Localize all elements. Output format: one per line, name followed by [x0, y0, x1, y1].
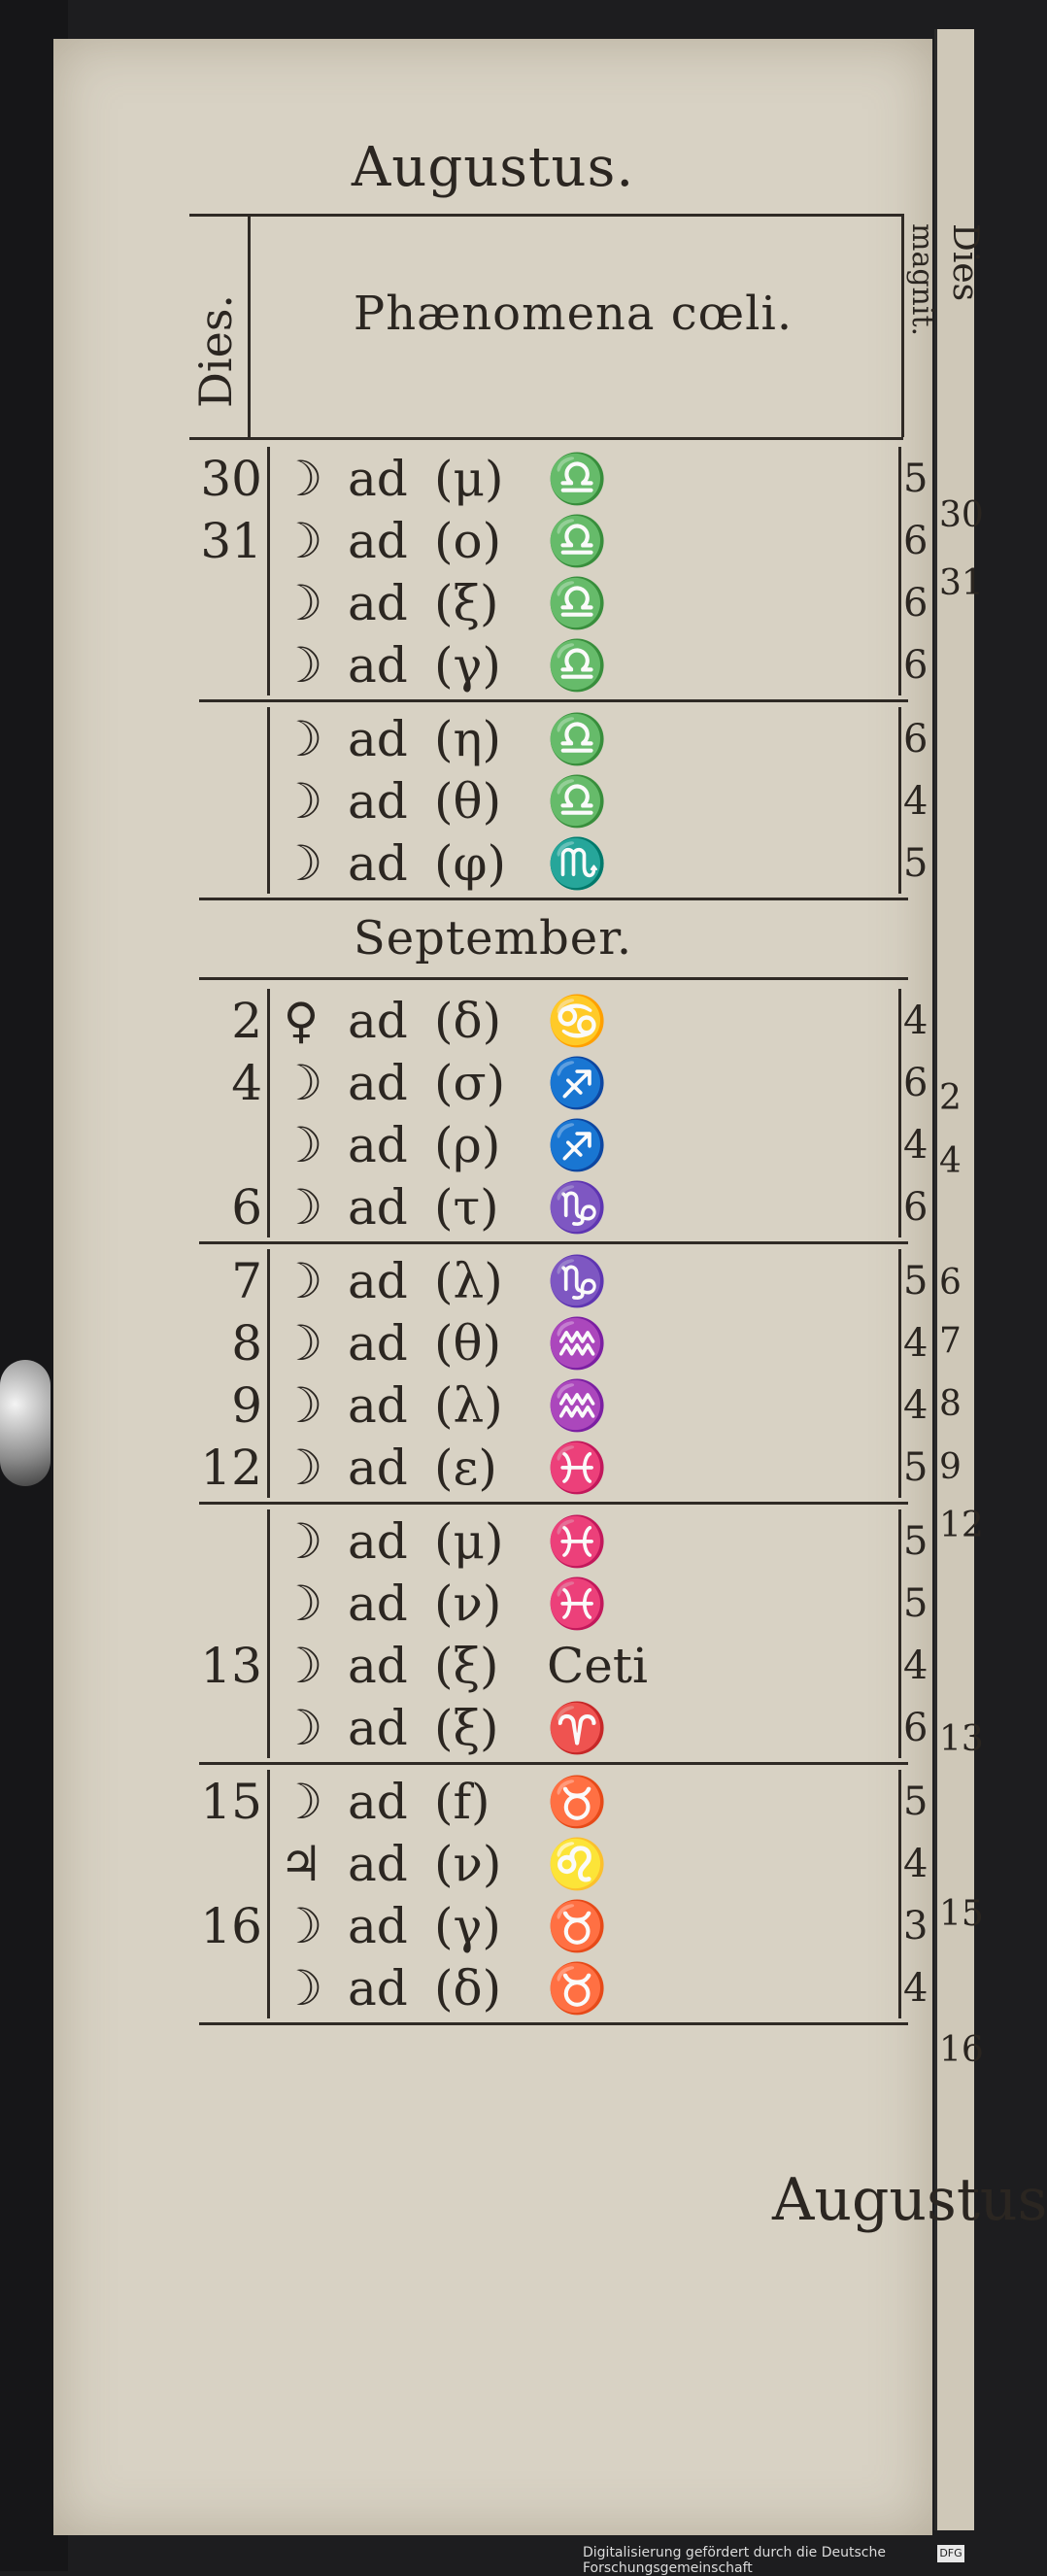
next-page-day: 15: [939, 1894, 984, 1934]
magnitude-column-rule: [898, 707, 901, 894]
table-row: [53, 1696, 932, 1760]
zodiac-sign: ♎: [547, 711, 608, 767]
next-page-day: 7: [939, 1321, 962, 1361]
star-designation: (δ): [434, 993, 502, 1049]
table-row: [53, 707, 932, 771]
star-designation: (θ): [434, 773, 502, 830]
zodiac-sign: ♉: [547, 1898, 608, 1954]
zodiac-sign: ♎: [547, 513, 608, 569]
magnitude: 6: [903, 581, 929, 626]
magnitude-column-rule: [898, 447, 901, 695]
star-designation: (ξ): [434, 575, 499, 631]
table-row: [53, 989, 932, 1053]
day-cell: 13: [200, 1638, 262, 1694]
planet-symbol: ☽: [279, 513, 323, 569]
ad-word: ad: [348, 835, 408, 892]
ad-word: ad: [348, 1836, 408, 1892]
page-title: Augustus.: [351, 136, 635, 199]
column-header-dies: Dies.: [189, 293, 242, 408]
magnitude: 4: [903, 779, 929, 824]
ad-word: ad: [348, 1055, 408, 1111]
planet-symbol: ☽: [279, 1638, 323, 1694]
magnitude-column-rule: [898, 989, 901, 1237]
day-column-rule: [267, 447, 270, 695]
magnitude-column-rule: [898, 1249, 901, 1498]
credit-line: Digitalisierung gefördert durch die Deutsche Forschungsgemeinschaft: [583, 2545, 886, 2576]
zodiac-sign: ♈: [547, 1700, 608, 1756]
ad-word: ad: [348, 1179, 408, 1236]
star-designation: (λ): [434, 1253, 503, 1309]
ad-word: ad: [348, 773, 408, 830]
day-cell: 31: [200, 513, 262, 569]
next-page-dies-label: Dies: [945, 223, 985, 302]
star-designation: (τ): [434, 1179, 499, 1236]
star-designation: (η): [434, 711, 501, 767]
ad-word: ad: [348, 1774, 408, 1830]
planet-symbol: ☽: [279, 451, 323, 507]
header-top-rule: [189, 214, 903, 217]
magnitude: 4: [903, 1842, 929, 1886]
next-page-day: 4: [939, 1141, 962, 1181]
day-cell: 15: [200, 1774, 262, 1830]
magnitude-column-rule: [898, 1509, 901, 1758]
next-page-day: 16: [939, 2030, 984, 2070]
magnitude: 6: [903, 1706, 929, 1750]
dfg-logo: DFG: [937, 2545, 964, 2562]
zodiac-sign: ♋: [547, 993, 608, 1049]
ad-word: ad: [348, 1315, 408, 1372]
planet-symbol: ☽: [279, 711, 323, 767]
group-rule: [199, 699, 908, 702]
table-row: [53, 1373, 932, 1438]
star-designation: (ε): [434, 1440, 497, 1496]
star-designation: (δ): [434, 1960, 502, 2017]
zodiac-sign: ♎: [547, 575, 608, 631]
planet-symbol: ☽: [279, 1377, 323, 1434]
section-heading-september: September.: [353, 911, 633, 966]
magnitude: 4: [903, 1383, 929, 1428]
zodiac-sign: ♒: [547, 1315, 608, 1372]
zodiac-sign: ♒: [547, 1377, 608, 1434]
ad-word: ad: [348, 637, 408, 694]
day-column-rule: [267, 1509, 270, 1758]
day-cell: 30: [200, 451, 262, 507]
table-row: [53, 1770, 932, 1834]
table-row: [53, 571, 932, 635]
magnitude: 5: [903, 457, 929, 501]
planet-symbol: ♀: [283, 993, 320, 1049]
planet-symbol: ☽: [279, 637, 323, 694]
magnitude: 5: [903, 1519, 929, 1564]
next-page-day: 12: [939, 1506, 984, 1545]
magnitude: 6: [903, 1061, 929, 1105]
zodiac-sign: ♐: [547, 1055, 608, 1111]
catchword: Augustus: [772, 2166, 1047, 2234]
planet-symbol: ☽: [279, 1513, 323, 1570]
planet-symbol: ☽: [279, 1440, 323, 1496]
next-page-day: 9: [939, 1447, 962, 1487]
zodiac-sign: ♎: [547, 451, 608, 507]
magnitude: 5: [903, 1779, 929, 1824]
zodiac-sign: Ceti: [547, 1638, 648, 1694]
planet-symbol: ☽: [279, 575, 323, 631]
magnitude: 6: [903, 519, 929, 563]
page: [53, 39, 1047, 2535]
table-row: [53, 1249, 932, 1313]
star-designation: (ν): [434, 1836, 502, 1892]
star-designation: (μ): [434, 1513, 504, 1570]
magnitude-column-rule: [898, 1770, 901, 2018]
day-cell: 6: [231, 1179, 262, 1236]
table-row: [53, 1113, 932, 1177]
magnitude: 6: [903, 717, 929, 762]
star-designation: (γ): [434, 637, 501, 694]
ad-word: ad: [348, 1253, 408, 1309]
planet-symbol: ☽: [279, 1055, 323, 1111]
zodiac-sign: ♉: [547, 1960, 608, 2017]
star-designation: (λ): [434, 1377, 503, 1434]
table-row: [53, 1436, 932, 1500]
planet-symbol: ☽: [279, 1117, 323, 1173]
next-page-day: 2: [939, 1078, 962, 1118]
table-row: [53, 633, 932, 697]
next-page-edge: [934, 29, 985, 2530]
day-cell: 16: [200, 1898, 262, 1954]
magnitude: 3: [903, 1904, 929, 1949]
planet-symbol: ☽: [279, 1253, 323, 1309]
star-designation: (f): [434, 1774, 490, 1830]
magnitude: 4: [903, 999, 929, 1043]
next-page-day: 13: [939, 1719, 984, 1759]
table-row: [53, 1894, 932, 1958]
star-designation: (φ): [434, 835, 507, 892]
next-page-day: 6: [939, 1263, 962, 1303]
day-cell: 2: [231, 993, 262, 1049]
zodiac-sign: ♑: [547, 1179, 608, 1236]
table-row: [53, 1311, 932, 1375]
day-column-rule: [267, 989, 270, 1237]
group-rule: [199, 1762, 908, 1765]
planet-symbol: ☽: [279, 1774, 323, 1830]
star-designation: (σ): [434, 1055, 506, 1111]
header-divider-right: [901, 214, 904, 437]
zodiac-sign: ♓: [547, 1440, 608, 1496]
planet-symbol: ☽: [279, 1700, 323, 1756]
ad-word: ad: [348, 711, 408, 767]
magnitude: 5: [903, 841, 929, 886]
star-designation: (ν): [434, 1576, 502, 1632]
ad-word: ad: [348, 1377, 408, 1434]
zodiac-sign: ♓: [547, 1576, 608, 1632]
header-bottom-rule: [189, 437, 903, 440]
magnitude: 4: [903, 1644, 929, 1688]
magnitude: 4: [903, 1966, 929, 2011]
magnitude: 4: [903, 1123, 929, 1168]
section-rule: [199, 977, 908, 980]
group-rule: [199, 1502, 908, 1505]
zodiac-sign: ♉: [547, 1774, 608, 1830]
zodiac-sign: ♎: [547, 773, 608, 830]
table-row: [53, 1956, 932, 2020]
star-designation: (o): [434, 513, 502, 569]
star-designation: (γ): [434, 1898, 501, 1954]
day-cell: 9: [231, 1377, 262, 1434]
star-designation: (ξ): [434, 1638, 499, 1694]
planet-symbol: ☽: [279, 1576, 323, 1632]
table-row: [53, 1634, 932, 1698]
day-column-rule: [267, 1249, 270, 1498]
magnitude: 4: [903, 1321, 929, 1366]
table-row: [53, 1175, 932, 1239]
zodiac-sign: ♏: [547, 835, 608, 892]
star-designation: (ξ): [434, 1700, 499, 1756]
ad-word: ad: [348, 451, 408, 507]
star-designation: (μ): [434, 451, 504, 507]
column-header-phaenomena: Phænomena cœli.: [353, 287, 794, 341]
ad-word: ad: [348, 1638, 408, 1694]
ad-word: ad: [348, 1898, 408, 1954]
ad-word: ad: [348, 513, 408, 569]
table-row: [53, 1832, 932, 1896]
magnitude: 6: [903, 643, 929, 688]
planet-symbol: ☽: [279, 1315, 323, 1372]
table-row: [53, 831, 932, 896]
group-rule: [199, 2022, 908, 2025]
magnitude: 5: [903, 1259, 929, 1304]
planet-symbol: ☽: [279, 835, 323, 892]
day-column-rule: [267, 707, 270, 894]
ad-word: ad: [348, 1700, 408, 1756]
table-row: [53, 1051, 932, 1115]
planet-symbol: ☽: [279, 1898, 323, 1954]
ad-word: ad: [348, 993, 408, 1049]
table-row: [53, 509, 932, 573]
ad-word: ad: [348, 1576, 408, 1632]
zodiac-sign: ♐: [547, 1117, 608, 1173]
glass-clip: [0, 1360, 51, 1486]
column-header-magnit: magnit.: [905, 223, 939, 337]
table-row: [53, 447, 932, 511]
day-column-rule: [267, 1770, 270, 2018]
table-row: [53, 769, 932, 833]
zodiac-sign: ♎: [547, 637, 608, 694]
ad-word: ad: [348, 1960, 408, 2017]
star-designation: (θ): [434, 1315, 502, 1372]
ad-word: ad: [348, 1440, 408, 1496]
magnitude: 5: [903, 1581, 929, 1626]
next-page-day: 8: [939, 1384, 962, 1424]
star-designation: (ρ): [434, 1117, 501, 1173]
planet-symbol: ♃: [279, 1836, 323, 1892]
magnitude: 5: [903, 1445, 929, 1490]
zodiac-sign: ♑: [547, 1253, 608, 1309]
table-row: [53, 1572, 932, 1636]
ad-word: ad: [348, 575, 408, 631]
planet-symbol: ☽: [279, 1179, 323, 1236]
planet-symbol: ☽: [279, 773, 323, 830]
ad-word: ad: [348, 1117, 408, 1173]
table-row: [53, 1509, 932, 1574]
day-cell: 12: [200, 1440, 262, 1496]
planet-symbol: ☽: [279, 1960, 323, 2017]
day-cell: 4: [231, 1055, 262, 1111]
magnitude: 6: [903, 1185, 929, 1230]
group-rule: [199, 898, 908, 900]
day-cell: 8: [231, 1315, 262, 1372]
zodiac-sign: ♌: [547, 1836, 608, 1892]
zodiac-sign: ♓: [547, 1513, 608, 1570]
next-page-day: 31: [939, 563, 984, 603]
day-cell: 7: [231, 1253, 262, 1309]
next-page-day: 30: [939, 495, 984, 535]
group-rule: [199, 1241, 908, 1244]
ad-word: ad: [348, 1513, 408, 1570]
